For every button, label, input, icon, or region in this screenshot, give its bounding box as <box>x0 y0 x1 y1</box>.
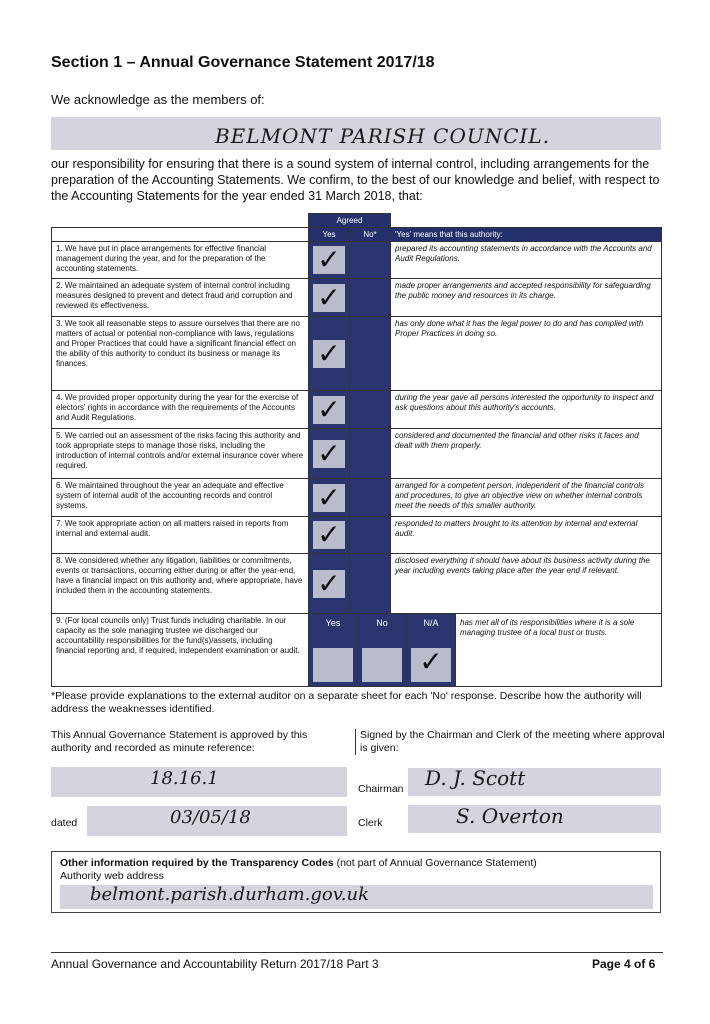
means-header: 'Yes' means that this authority: <box>391 228 662 242</box>
trust-no-cell <box>357 614 406 686</box>
yes-cell <box>309 517 350 554</box>
table-header-row <box>52 228 662 242</box>
section-title: Section 1 – Annual Governance Statement 2017/18 <box>51 54 435 71</box>
means-text: considered and documented the financial and other risks it faces and dealt with them properly. <box>391 429 662 479</box>
tick-mark: ✓ <box>317 243 341 276</box>
statement-text: 9. (For local councils only) Trust funds including charitable. In our capacity as the sole managing trustee we discharged our accountability responsibilities for the fund(s)/assets, including financial reporting and, if required, independent examination or audit. <box>52 614 309 687</box>
no-cell <box>350 391 391 429</box>
clerk-label: Clerk <box>358 817 383 829</box>
trust-yes-label: Yes <box>325 618 341 628</box>
no-cell <box>350 517 391 554</box>
trust-na-label: N/A <box>423 618 439 628</box>
table-row-trust <box>52 614 662 687</box>
no-header: No* <box>350 228 391 242</box>
no-cell <box>350 279 391 317</box>
transparency-note: (not part of Annual Governance Statement) <box>336 857 537 869</box>
tick-mark: ✓ <box>317 280 341 314</box>
transparency-title: Other information required by the Transparency Codes <box>60 857 334 869</box>
means-text: responded to matters brought to its attention by internal and external audit. <box>391 517 662 554</box>
statement-text: 2. We maintained an adequate system of internal control including measures designed to prevent and detect fraud and corruption and reviewed its effectiveness. <box>52 279 309 317</box>
statement-text: 8. We considered whether any litigation, liabilities or commitments, events or transactions, occurring either during or after the year-end, have a financial impact on this authority and, where appropriate, have included them in the accounting statements. <box>52 554 309 614</box>
agreed-label: Agreed <box>309 214 391 228</box>
page-number: Page 4 of 6 <box>592 957 656 971</box>
yes-cell <box>309 479 350 517</box>
no-cell <box>350 554 391 614</box>
no-cell <box>350 479 391 517</box>
explanation-note: *Please provide explanations to the external auditor on a separate sheet for each 'No' response. Describe how the authority will address the weaknesses identified. <box>51 690 642 715</box>
table-row <box>52 391 662 429</box>
chairman-signature: D. J. Scott <box>425 766 526 790</box>
yes-cell <box>309 242 350 279</box>
no-cell <box>350 242 391 279</box>
trust-na-cell <box>406 614 455 686</box>
no-cell <box>350 429 391 479</box>
minute-reference-value: 18.16.1 <box>150 768 219 789</box>
tick-mark: ✓ <box>317 518 341 551</box>
table-row <box>52 517 662 554</box>
table-row <box>52 242 662 279</box>
trust-yes-cell <box>309 614 357 686</box>
means-text: has only done what it has the legal power to do and has complied with Proper Practices in doing so. <box>391 317 662 391</box>
acknowledge-text: We acknowledge as the members of: <box>51 92 265 107</box>
dated-label: dated <box>51 817 78 829</box>
means-text: has met all of its responsibilities where it is a sole managing trustee of a local trust or trusts. <box>455 614 661 686</box>
table-header-agreed <box>52 214 662 228</box>
tick-mark: ✓ <box>317 480 341 514</box>
tick-mark: ✓ <box>317 566 341 600</box>
table-row <box>52 279 662 317</box>
yes-cell <box>309 391 350 429</box>
signed-text: Signed by the Chairman and Clerk of the meeting where approval is given: <box>355 729 670 755</box>
yes-header: Yes <box>309 228 350 242</box>
yes-cell <box>309 429 350 479</box>
web-address-label: Authority web address <box>60 870 164 882</box>
dated-value: 03/05/18 <box>170 807 251 828</box>
means-text: disclosed everything it should have about its business activity during the year including events taking place after the year end if relevant. <box>391 554 662 614</box>
table-row <box>52 317 662 391</box>
tick-mark: ✓ <box>317 336 341 370</box>
yes-cell <box>309 279 350 317</box>
yes-cell <box>309 554 350 614</box>
yes-cell <box>309 317 350 391</box>
trust-no-label: No <box>376 618 388 628</box>
transparency-heading <box>60 857 537 883</box>
table-row <box>52 429 662 479</box>
web-address-value: belmont.parish.durham.gov.uk <box>90 884 369 905</box>
statement-text: 3. We took all reasonable steps to assure ourselves that there are no matters of actual or potential non-compliance with laws, regulations and Proper Practices that could have a significant financial effect on the ability of this authority to conduct its business or manage its finances. <box>52 317 309 391</box>
table-row <box>52 479 662 517</box>
statement-text: 1. We have put in place arrangements for effective financial management during the year, and for the preparation of the accounting statements. <box>52 242 309 279</box>
means-text: during the year gave all persons interested the opportunity to inspect and ask questions about this authority's accounts. <box>391 391 662 429</box>
no-cell <box>350 317 391 391</box>
chairman-label: Chairman <box>358 783 404 795</box>
tick-mark: ✓ <box>317 392 341 426</box>
council-name: BELMONT PARISH COUNCIL. <box>215 124 551 148</box>
means-text: arranged for a competent person, independent of the financial controls and procedures, to give an objective view on whether internal controls meet the needs of this smaller authority. <box>391 479 662 517</box>
means-text: made proper arrangements and accepted responsibility for safeguarding the public money and resources in its charge. <box>391 279 662 317</box>
statement-text: 7. We took appropriate action on all matters raised in reports from internal and external audit. <box>52 517 309 554</box>
statement-text: 5. We carried out an assessment of the risks facing this authority and took appropriate steps to manage those risks, including the introduction of internal controls and/or external insurance cover where required. <box>52 429 309 479</box>
tick-mark: ✓ <box>419 645 443 678</box>
statement-text: 6. We maintained throughout the year an adequate and effective system of internal audit of the accounting records and control systems. <box>52 479 309 517</box>
intro-text: our responsibility for ensuring that there is a sound system of internal control, including arrangements for the preparation of the Accounting Statements. We confirm, to the best of our knowledge and belief, with respect to the Accounting Statements for the year ended 31 March 2018, that: <box>51 157 660 203</box>
table-row <box>52 554 662 614</box>
tick-mark: ✓ <box>317 436 341 470</box>
statement-text: 4. We provided proper opportunity during the year for the exercise of electors' rights in accordance with the requirements of the Accounts and Audit Regulations. <box>52 391 309 429</box>
clerk-signature: S. Overton <box>456 804 564 828</box>
footer-title: Annual Governance and Accountability Return 2017/18 Part 3 <box>51 957 379 971</box>
means-text: prepared its accounting statements in accordance with the Accounts and Audit Regulations. <box>391 242 662 279</box>
governance-table <box>51 213 662 687</box>
footer-divider <box>51 952 663 953</box>
approved-text: This Annual Governance Statement is approved by this authority and recorded as minute reference: <box>51 729 308 754</box>
